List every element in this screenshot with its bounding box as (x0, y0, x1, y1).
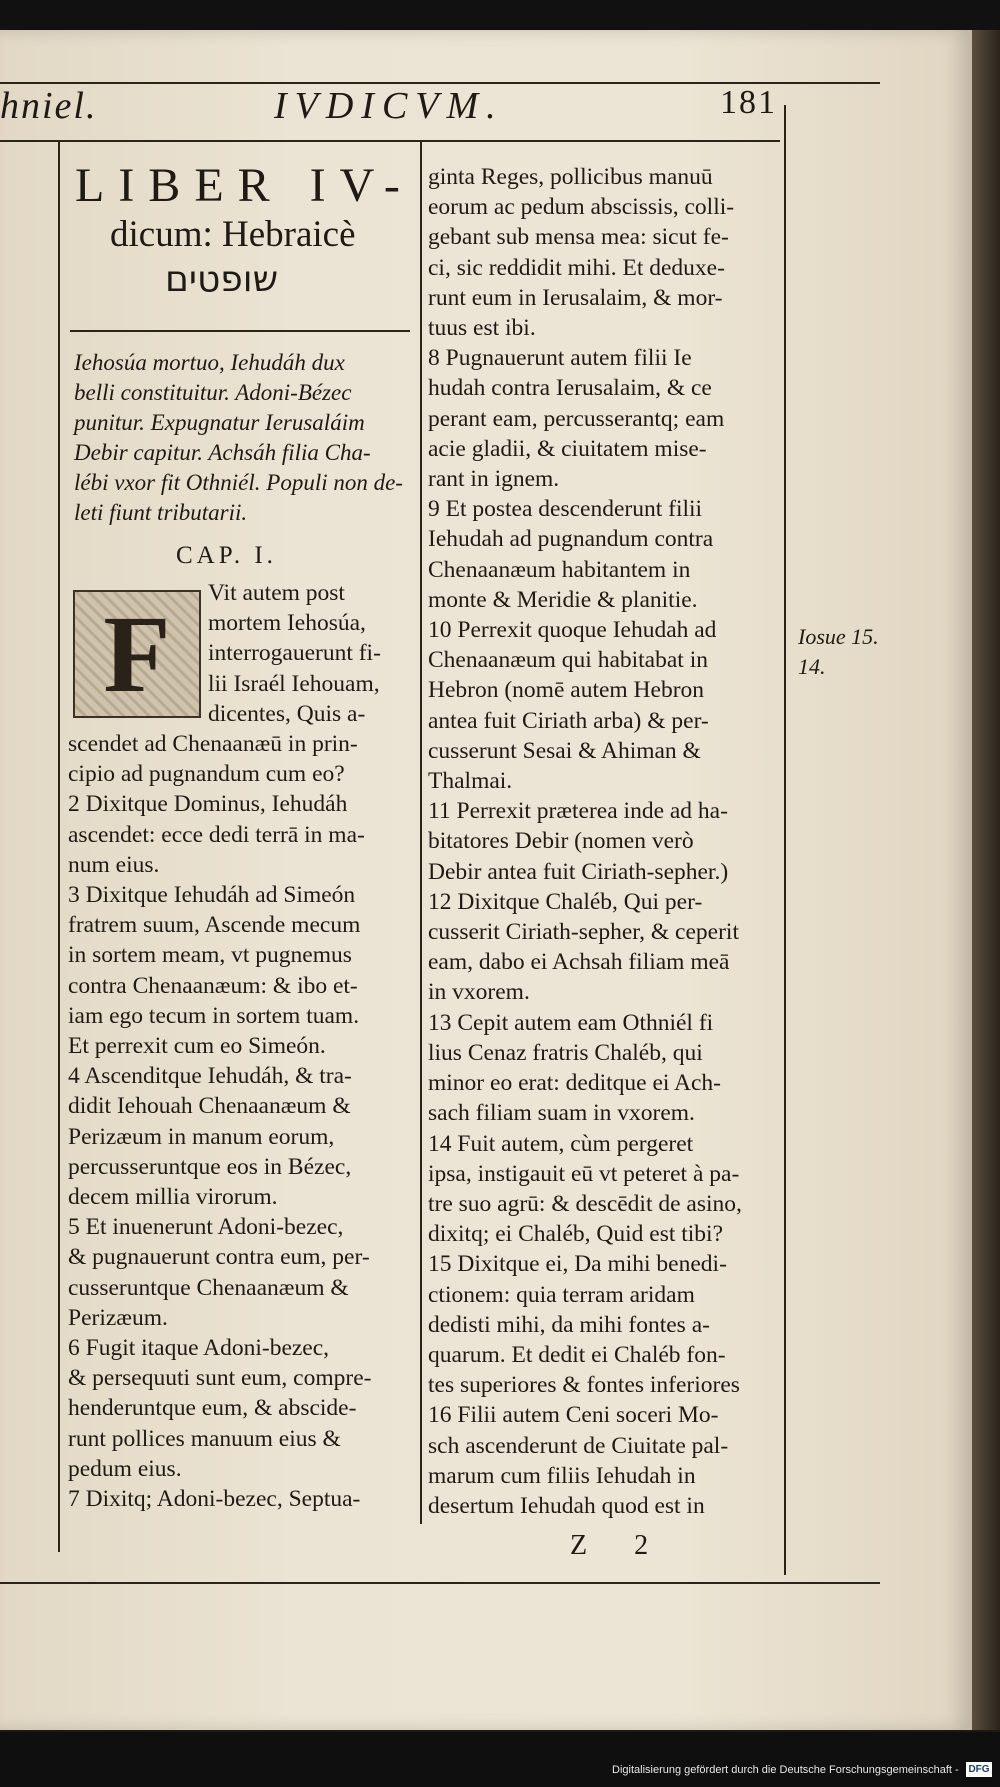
text-line: eorum ac pedum abscissis, colli- (428, 194, 735, 221)
text-line: lii Israél Iehouam, (208, 670, 380, 697)
text-line: henderuntque eum, & abscide- (68, 1395, 357, 1422)
text-line: contra Chenaanæum: & ibo et- (68, 972, 358, 999)
text-line: desertum Iehudah quod est in (428, 1492, 705, 1519)
text-line: dedisti mihi, da mihi fontes a- (428, 1311, 710, 1338)
scan-top-border (0, 0, 1000, 34)
text-line: Vit autem post (208, 580, 345, 606)
text-line: cusseruntque Chenaanæum & (68, 1274, 349, 1301)
dfg-logo: DFG (966, 1762, 992, 1777)
text-line: hudah contra Ierusalaim, & ce (428, 375, 712, 402)
text-line: in sortem meam, vt pugnemus (68, 942, 352, 969)
text-line: 11 Perrexit præterea inde ad ha- (428, 798, 728, 825)
text-line: 14 Fuit autem, cùm pergeret (428, 1130, 694, 1157)
text-line: 2 Dixitque Dominus, Iehudáh (68, 791, 348, 818)
text-line: ipsa, instigauit eū vt peteret à pa- (428, 1160, 740, 1187)
text-line: 9 Et postea descenderunt filii (428, 496, 703, 523)
chapter-summary (74, 348, 412, 528)
text-line: Perizæum in manum eorum, (68, 1123, 335, 1150)
running-head-left: hniel. (0, 85, 98, 127)
hebrew-title: שופטים (165, 259, 279, 300)
text-line: didit Iehouah Chenaanæum & (68, 1093, 351, 1120)
text-line: dixitq; ei Chaléb, Quid est tibi? (428, 1221, 724, 1248)
text-line: 8 Pugnauerunt autem filii Ie (428, 345, 692, 372)
text-line: quarum. Et dedit ei Chaléb fon- (428, 1341, 726, 1368)
text-line: 4 Ascenditque Iehudáh, & tra- (68, 1063, 352, 1090)
text-line: Hebron (nomē autem Hebron (428, 677, 705, 704)
summary-line: lébi vxor fit Othniél. Populi non de- (74, 470, 403, 495)
left-column (68, 578, 413, 1514)
text-line: gebant sub mensa mea: sicut fe- (428, 224, 729, 251)
text-line: decem millia virorum. (68, 1184, 278, 1211)
text-line: sch ascenderunt de Ciuitate pal- (428, 1432, 729, 1459)
text-line: fratrem suum, Ascende mecum (68, 912, 361, 939)
text-line: 16 Filii autem Ceni soceri Mo- (428, 1402, 719, 1429)
text-line: cusserunt Sesai & Ahiman & (428, 737, 701, 764)
text-line: dicentes, Quis a- (208, 700, 366, 727)
text-line: ctionem: quia terram aridam (428, 1281, 695, 1308)
text-line: & pugnauerunt contra eum, per- (68, 1244, 370, 1271)
text-line: Chenaanæum habitantem in (428, 556, 691, 583)
right-column (428, 162, 778, 1521)
summary-line: Debir capitur. Achsáh filia Cha- (74, 440, 371, 465)
text-line: rant in ignem. (428, 466, 560, 493)
summary-line: belli constituitur. Adoni-Bézec (74, 380, 352, 405)
text-line: 7 Dixitq; Adoni-bezec, Septua- (68, 1486, 361, 1513)
text-line: 3 Dixitque Iehudáh ad Simeón (68, 882, 356, 909)
left-border-rule (58, 142, 60, 1552)
text-line: tes superiores & fontes inferiores (428, 1372, 740, 1399)
text-line: scendet ad Chenaanæū in prin- (68, 731, 358, 758)
text-line: ascendet: ecce dedi terrā in ma- (68, 821, 365, 848)
scan-bottom-border (0, 1732, 1000, 1787)
text-line: bitatores Debir (nomen verò (428, 828, 694, 855)
text-line: tuus est ibi. (428, 315, 536, 342)
text-line: Perizæum. (68, 1304, 168, 1331)
text-line: 15 Dixitque ei, Da mihi benedi- (428, 1251, 727, 1278)
text-line: Et perrexit cum eo Simeón. (68, 1033, 326, 1060)
bottom-rule (0, 1582, 880, 1584)
text-line: Debir antea fuit Ciriath-sepher.) (428, 858, 729, 885)
right-border-rule (784, 105, 786, 1575)
text-line: interrogauerunt fi- (208, 640, 381, 667)
text-line: percusseruntque eos in Bézec, (68, 1153, 352, 1180)
summary-line: leti fiunt tributarii. (74, 500, 248, 525)
initial-letter: F (103, 593, 171, 715)
chapter-heading: CAP. I. (176, 542, 277, 569)
text-line: 6 Fugit itaque Adoni-bezec, (68, 1335, 330, 1362)
text-line: ci, sic reddidit mihi. Et deduxe- (428, 254, 725, 281)
text-line: runt pollices manuum eius & (68, 1425, 341, 1452)
text-line: cipio ad pugnandum cum eo? (68, 761, 345, 788)
margin-line: Iosue 15. (798, 624, 879, 649)
summary-line: punitur. Expugnatur Ierusaláim (74, 410, 365, 435)
text-line: num eius. (68, 851, 160, 878)
text-line: lius Cenaz fratris Chaléb, qui (428, 1039, 703, 1066)
text-line: runt eum in Ierusalaim, & mor- (428, 284, 723, 311)
text-line: 5 Et inuenerunt Adoni-bezec, (68, 1214, 344, 1241)
text-line: ginta Reges, pollicibus manuū (428, 164, 713, 190)
header-rule (0, 140, 780, 142)
text-line: sach filiam suam in vxorem. (428, 1100, 695, 1127)
digitization-credit: Digitalisierung gefördert durch die Deutsche Forschungsgemeinschaft - (612, 1764, 959, 1776)
text-line: Chenaanæum qui habitabat in (428, 647, 708, 674)
text-line: monte & Meridie & planitie. (428, 586, 698, 613)
summary-line: Iehosúa mortuo, Iehudáh dux (74, 350, 345, 375)
text-line: cusserit Ciriath-sepher, & ceperit (428, 919, 739, 946)
text-line: marum cum filiis Iehudah in (428, 1462, 696, 1489)
text-line: 13 Cepit autem eam Othniél fi (428, 1009, 714, 1036)
running-title: IVDICVM. (274, 85, 504, 127)
text-line: 12 Dixitque Chaléb, Qui per- (428, 888, 703, 915)
text-line: minor eo erat: deditque ei Ach- (428, 1070, 721, 1097)
title-rule (70, 330, 410, 332)
text-line: 10 Perrexit quoque Iehudah ad (428, 617, 717, 644)
text-line: pedum eius. (68, 1455, 182, 1482)
page-number: 181 (720, 84, 777, 121)
signature-mark: Z 2 (570, 1530, 669, 1561)
text-line: in vxorem. (428, 979, 530, 1006)
text-line: antea fuit Ciriath arba) & per- (428, 707, 709, 734)
margin-line: 14. (798, 654, 826, 679)
text-line: Thalmai. (428, 768, 513, 795)
column-divider-rule (420, 142, 422, 1524)
text-line: Iehudah ad pugnandum contra (428, 526, 714, 553)
text-line: perant eam, percusserantq; eam (428, 405, 725, 432)
text-line: eam, dabo ei Achsah filiam meā (428, 949, 730, 976)
marginal-reference (798, 622, 879, 682)
text-line: tre suo agrū: & descēdit de asino, (428, 1190, 742, 1217)
page-edge-shadow (972, 30, 1000, 1730)
text-line: iam ego tecum in sortem tuam. (68, 1002, 360, 1029)
text-line: acie gladii, & ciuitatem mise- (428, 435, 707, 462)
book-title: LIBER IV- (75, 159, 414, 212)
text-line: mortem Iehosúa, (208, 610, 366, 637)
text-line: & persequuti sunt eum, compre- (68, 1365, 372, 1392)
book-subtitle: dicum: Hebraicè (110, 214, 356, 255)
